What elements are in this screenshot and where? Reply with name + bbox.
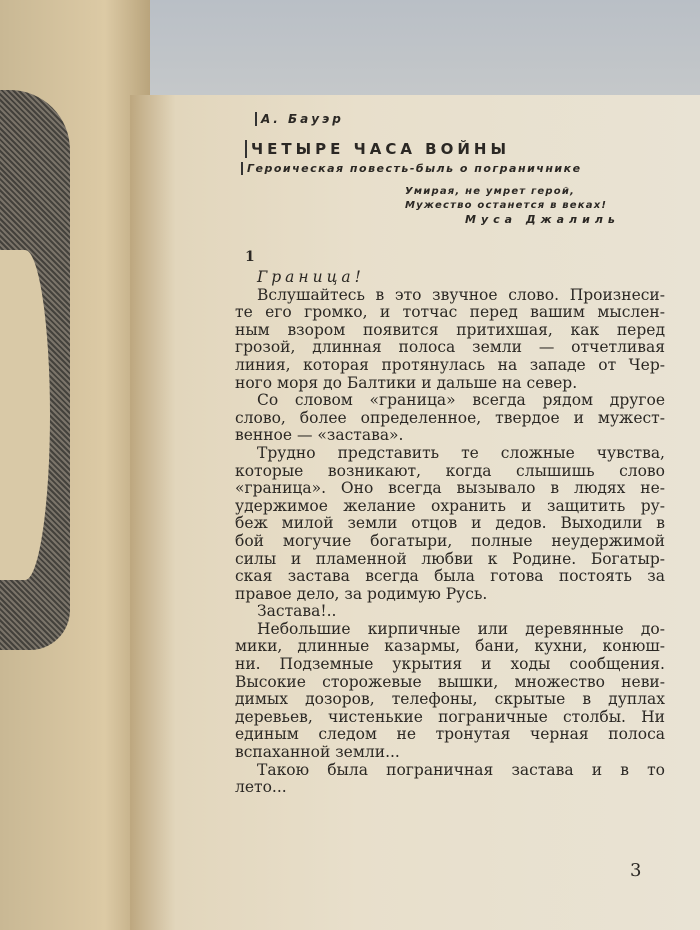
page-content [235,112,665,797]
text-line: «граница». Оно всегда вызывало в людях не- [235,479,665,498]
text-line: ного моря до Балтики и дальше на север. [235,373,578,392]
epigraph-line: Умирая, не умрет герой, [405,186,576,197]
text-line: Граница! [257,268,365,286]
body-text [235,269,665,797]
page-number: 3 [630,860,642,881]
text-line: Со словом «граница» всегда рядом другое [257,391,665,410]
text-line: мики, длинные казармы, бани, кухни, конюш- [235,637,665,656]
chapter-number: 1 [245,249,255,265]
text-line: ным взором появится притихшая, как перед [235,320,665,339]
epigraph-line: Мужество останется в веках! [405,200,608,211]
text-line: беж милой земли отцов и дедов. Выходили в [235,514,665,533]
text-line: Вслушайтесь в это звучное слово. Произнеси- [257,285,665,304]
text-line: грозой, длинная полоса земли — отчетливая [235,338,665,357]
text-line: линия, которая протянулась на западе от Чер- [235,355,665,374]
text-line: венное — «застава». [235,426,404,445]
text-line: Трудно представить те сложные чувства, [257,443,665,462]
text-line: ни. Подземные укрытия и ходы сообщения. [235,655,665,674]
text-line: которые возникают, когда слышишь слово [235,461,665,480]
text-line: Высокие сторожевые вышки, множество неви- [235,672,665,691]
text-line: Небольшие кирпичные или деревянные до- [257,619,665,638]
text-line: лето... [235,778,287,797]
text-line: единым следом не тронутая черная полоса [235,725,665,744]
text-line: димых дозоров, телефоны, скрытые в дуплах [235,690,665,709]
text-line: ская застава всегда была готова постоять за [235,567,665,586]
book-title: ЧЕТЫРЕ ЧАСА ВОЙНЫ [245,140,665,158]
author: А. Бауэр [255,112,665,126]
epigraph [405,185,665,227]
text-line: деревьев, чистенькие пограничные столбы. Ни [235,707,665,726]
text-line: Такою была пограничная застава и в то [257,760,665,779]
text-line: слово, более определенное, твердое и мужест- [235,408,665,427]
text-line: удержимое желание охранить и защитить ру- [235,496,665,515]
subtitle: Героическая повесть-быль о пограничнике [241,162,665,175]
text-line: Застава!.. [257,602,337,621]
engraving-highlight [0,250,50,580]
text-line: те его громко, и тотчас перед вашим мыслен- [235,303,665,322]
text-line: силы и пламенной любви к Родине. Богатыр- [235,549,665,568]
text-line: бой могучие богатыри, полные неудержимой [235,531,665,550]
text-line: вспаханной земли... [235,743,400,762]
epigraph-author: Муса Джалиль [465,213,620,226]
text-line: правое дело, за родимую Русь. [235,584,488,603]
